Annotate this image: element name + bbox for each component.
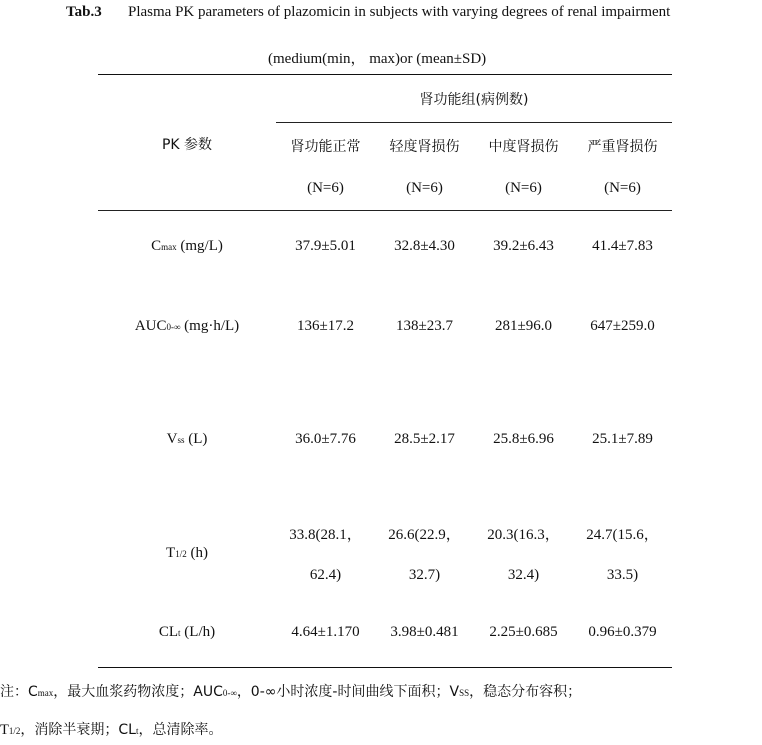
group-header-rule bbox=[276, 122, 672, 123]
row-param-auc: AUC0-∞ (mg·h/L) bbox=[134, 318, 240, 334]
table-cell: 20.3(16.3， bbox=[487, 527, 560, 543]
group-title: 肾功能组(病例数) bbox=[419, 92, 529, 108]
row-param-vss: Vss (L) bbox=[166, 431, 208, 447]
row-param-t-half: T1/2 (h) bbox=[166, 545, 208, 561]
table-cell: 25.8±6.96 bbox=[493, 431, 554, 447]
row-param-cmax: Cmax (mg/L) bbox=[151, 238, 223, 254]
table-cell: 37.9±5.01 bbox=[295, 238, 356, 254]
table-cell: 32.4) bbox=[507, 567, 540, 583]
table-cell: 0.96±0.379 bbox=[588, 624, 657, 640]
column-n-mild: (N=6) bbox=[406, 180, 443, 196]
column-header-mild: 轻度肾损伤 bbox=[389, 139, 460, 155]
table-cell: 36.0±7.76 bbox=[295, 431, 356, 447]
table-caption-label: Tab.3 bbox=[66, 4, 102, 20]
table-cell: 39.2±6.43 bbox=[493, 238, 554, 254]
table-cell: 32.8±4.30 bbox=[394, 238, 455, 254]
row-param-clt: CLt (L/h) bbox=[158, 624, 216, 640]
table-cell: 41.4±7.83 bbox=[592, 238, 653, 254]
table-cell: 33.8(28.1， bbox=[289, 527, 362, 543]
table-cell: 25.1±7.89 bbox=[592, 431, 653, 447]
table-cell: 138±23.7 bbox=[396, 318, 453, 334]
table-cell: 136±17.2 bbox=[297, 318, 354, 334]
header-bottom-rule bbox=[98, 210, 672, 211]
column-n-severe: (N=6) bbox=[604, 180, 641, 196]
table-caption-title: Plasma PK parameters of plazomicin in subjects with varying degrees of renal impairment bbox=[128, 4, 671, 20]
footnote-line-1: 注：Cmax，最大血浆药物浓度；AUC0-∞，0-∞小时浓度-时间曲线下面积；VSS，稳态分布容积； bbox=[0, 684, 582, 700]
column-header-normal: 肾功能正常 bbox=[290, 139, 361, 155]
table-cell: 24.7(15.6， bbox=[586, 527, 659, 543]
column-n-moderate: (N=6) bbox=[505, 180, 542, 196]
column-header-severe: 严重肾损伤 bbox=[587, 139, 658, 155]
column-header-moderate: 中度肾损伤 bbox=[488, 139, 559, 155]
footnote-line-2: T1/2，消除半衰期；CLt，总清除率。 bbox=[0, 722, 223, 738]
table-top-rule bbox=[98, 74, 672, 75]
table-cell: 281±96.0 bbox=[495, 318, 552, 334]
table-cell: 4.64±1.170 bbox=[291, 624, 360, 640]
table-caption-subtitle: (medium(min， max)or (mean±SD) bbox=[268, 51, 487, 67]
table-cell: 3.98±0.481 bbox=[390, 624, 459, 640]
table-bottom-rule bbox=[98, 667, 672, 668]
param-column-header: PK 参数 bbox=[161, 137, 213, 153]
table-cell: 26.6(22.9， bbox=[388, 527, 461, 543]
table-cell: 647±259.0 bbox=[590, 318, 655, 334]
table-cell: 62.4) bbox=[309, 567, 342, 583]
table-cell: 28.5±2.17 bbox=[394, 431, 455, 447]
column-n-normal: (N=6) bbox=[307, 180, 344, 196]
table-cell: 33.5) bbox=[606, 567, 639, 583]
table-cell: 2.25±0.685 bbox=[489, 624, 558, 640]
table-cell: 32.7) bbox=[408, 567, 441, 583]
